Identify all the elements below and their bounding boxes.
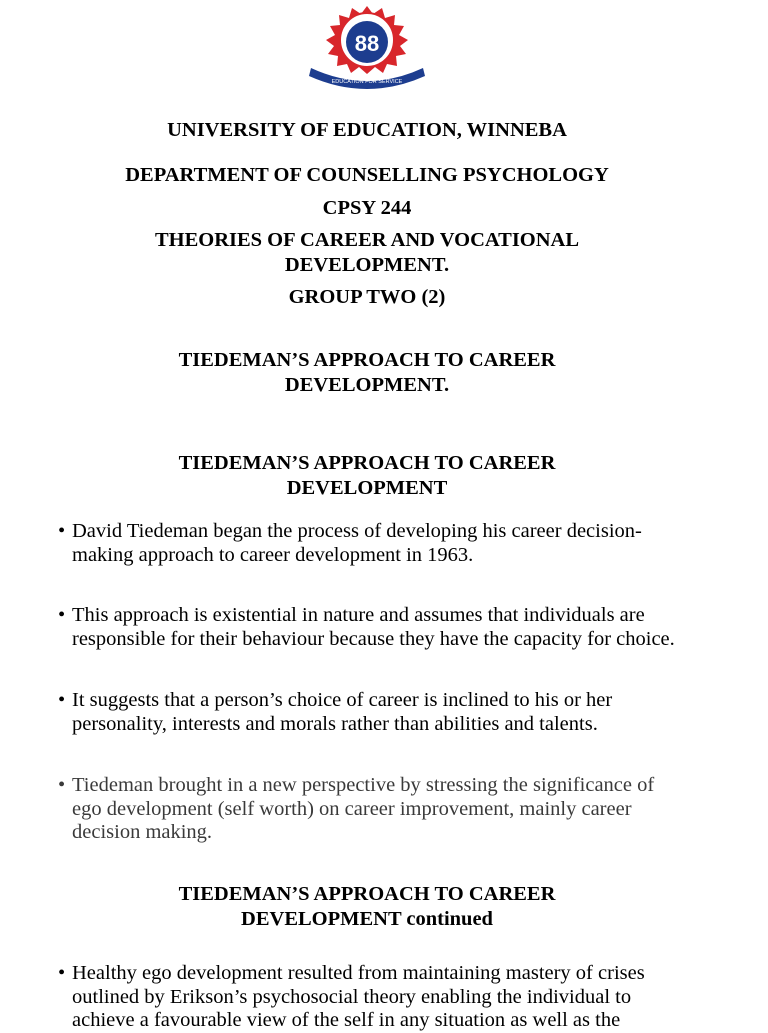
university-logo [303,4,431,92]
department-name: DEPARTMENT OF COUNSELLING PSYCHOLOGY [125,164,609,186]
slide2-heading-line2: DEVELOPMENT [286,477,448,499]
slide2-heading-line1: TIEDEMAN’S APPROACH TO CAREER [178,452,556,474]
topic-line1: TIEDEMAN’S APPROACH TO CAREER [178,349,556,371]
list-item [58,962,718,1033]
list-item [58,604,718,651]
slide3-heading-line2: DEVELOPMENT continued [241,908,493,930]
university-name: UNIVERSITY OF EDUCATION, WINNEBA [167,119,567,141]
motto-text: EDUCATION FOR SERVICE [331,79,403,85]
bullet-line: Tiedeman brought in a new perspective by stressing the significance of [72,774,655,796]
topic-line2: DEVELOPMENT. [284,374,450,396]
bullet-icon: • [58,604,66,626]
course-title-line2: DEVELOPMENT. [284,254,450,276]
bullet-line: It suggests that a person’s choice of career is inclined to his or her [72,689,613,711]
list-item [58,520,718,567]
bullet-icon: • [58,520,66,542]
crest-number: 88 [354,31,380,56]
bullet-line: achieve a favourable view of the self in any situation as well as the [72,1009,621,1031]
course-code: CPSY 244 [322,197,412,219]
bullet-line: ego development (self worth) on career improvement, mainly career [72,797,632,820]
bullet-line: David Tiedeman began the process of developing his career decision- [72,520,642,542]
bullet-icon: • [58,774,66,796]
bullet-line: personality, interests and morals rather than abilities and talents. [72,712,598,735]
bullet-line: Healthy ego development resulted from maintaining mastery of crises [72,962,645,984]
bullet-line: decision making. [72,821,213,843]
course-title-line1: THEORIES OF CAREER AND VOCATIONAL [154,229,580,251]
list-item [58,689,718,736]
slide3-heading-line1: TIEDEMAN’S APPROACH TO CAREER [178,883,556,905]
bullet-line: This approach is existential in nature and assumes that individuals are [72,604,645,626]
bullet-line: responsible for their behaviour because they have the capacity for choice. [72,627,675,650]
bullet-line: making approach to career development in 1963. [72,543,474,566]
group-label: GROUP TWO (2) [288,286,446,308]
list-item [58,774,718,845]
bullet-line: outlined by Erikson’s psychosocial theory enabling the individual to [72,985,632,1008]
bullet-icon: • [58,962,66,984]
bullet-icon: • [58,689,66,711]
